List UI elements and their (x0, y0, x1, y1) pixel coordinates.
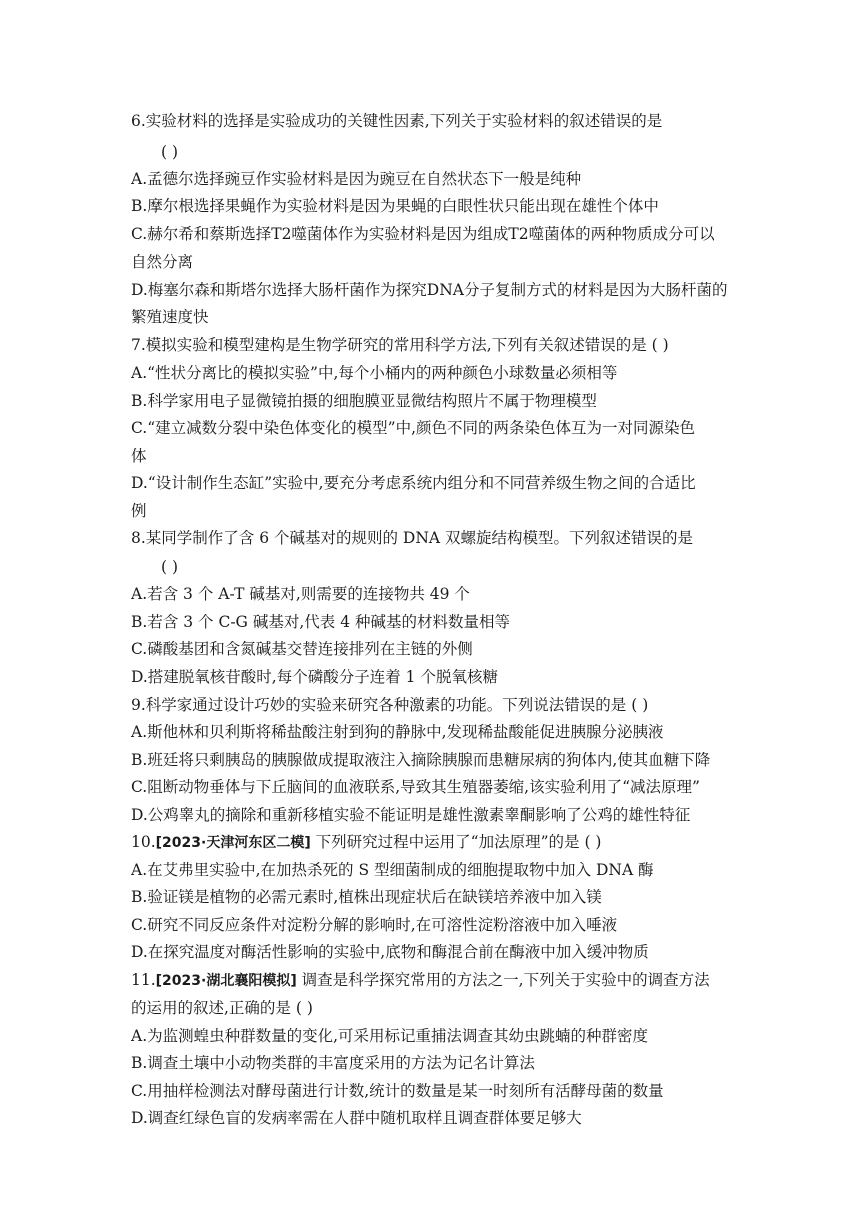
q8-option-d: D.搭建脱氧核苷酸时,每个磷酸分子连着 1 个脱氧核糖 (131, 668, 498, 686)
q11-stem-cont: 的运用的叙述,正确的是 ( ) (131, 999, 313, 1017)
q7-option-d-cont: 例 (131, 502, 147, 520)
q11-stem (131, 970, 741, 991)
q10-option-c: C.研究不同反应条件对淀粉分解的影响时,在可溶性淀粉溶液中加入唾液 (131, 916, 618, 934)
q11-stem-text: 调查是科学探究常用的方法之一,下列关于实验中的调查方法 (296, 971, 710, 989)
q10-stem-text: 下列研究过程中运用了“加法原理”的是 ( ) (310, 833, 602, 851)
q7-option-b: B.科学家用电子显微镜拍摄的细胞膜亚显微结构照片不属于物理模型 (131, 392, 597, 410)
q10-option-b: B.验证镁是植物的必需元素时,植株出现症状后在缺镁培养液中加入镁 (131, 888, 602, 906)
q11-option-d: D.调查红绿色盲的发病率需在人群中随机取样且调查群体要足够大 (131, 1109, 582, 1127)
q6-option-d: D.梅塞尔森和斯塔尔选择大肠杆菌作为探究DNA分子复制方式的材料是因为大肠杆菌的 (131, 281, 728, 299)
q9-option-a: A.斯他林和贝利斯将稀盐酸注射到狗的静脉中,发现稀盐酸能促进胰腺分泌胰液 (131, 723, 664, 741)
q7-option-c: C.“建立减数分裂中染色体变化的模型”中,颜色不同的两条染色体互为一对同源染色 (131, 419, 696, 437)
q8-stem: 8.某同学制作了含 6 个碱基对的规则的 DNA 双螺旋结构模型。下列叙述错误的是 (131, 529, 694, 547)
q10-option-d: D.在探究温度对酶活性影响的实验中,底物和酶混合前在酶液中加入缓冲物质 (131, 943, 649, 961)
q8-option-c: C.磷酸基团和含氮碱基交替连接排列在主链的外侧 (131, 640, 473, 658)
q7-option-c-cont: 体 (131, 447, 147, 465)
q10-option-a: A.在艾弗里实验中,在加热杀死的 S 型细菌制成的细胞提取物中加入 DNA 酶 (131, 861, 654, 879)
q9-option-d: D.公鸡睾丸的摘除和重新移植实验不能证明是雄性激素睾酮影响了公鸡的雄性特征 (131, 806, 691, 824)
q11-option-c: C.用抽样检测法对酵母菌进行计数,统计的数量是某一时刻所有活酵母菌的数量 (131, 1082, 664, 1100)
q7-stem: 7.模拟实验和模型建构是生物学研究的常用科学方法,下列有关叙述错误的是 ( ) (131, 336, 669, 354)
q7-option-d: D.“设计制作生态缸”实验中,要充分考虑系统内组分和不同营养级生物之间的合适比 (131, 474, 696, 492)
q8-answer-blank: ( ) (161, 558, 179, 576)
q11-number: 11. (131, 971, 156, 989)
q8-option-a: A.若含 3 个 A-T 碱基对,则需要的连接物共 49 个 (131, 585, 470, 603)
q6-answer-blank: ( ) (161, 143, 179, 161)
q10-number: 10. (131, 833, 156, 851)
q10-stem (131, 832, 741, 853)
q6-option-c: C.赫尔希和蔡斯选择T2噬菌体作为实验材料是因为组成T2噬菌体的两种物质成分可以 (131, 225, 715, 243)
q9-option-c: C.阻断动物垂体与下丘脑间的血液联系,导致其生殖器萎缩,该实验利用了“减法原理” (131, 778, 700, 796)
q6-option-b: B.摩尔根选择果蝇作为实验材料是因为果蝇的白眼性状只能出现在雄性个体中 (131, 197, 659, 215)
q6-stem: 6.实验材料的选择是实验成功的关键性因素,下列关于实验材料的叙述错误的是 (131, 112, 663, 130)
q11-option-b: B.调查土壤中小动物类群的丰富度采用的方法为记名计算法 (131, 1054, 535, 1072)
q9-stem: 9.科学家通过设计巧妙的实验来研究各种激素的功能。下列说法错误的是 ( ) (131, 696, 649, 714)
q11-option-a: A.为监测蝗虫种群数量的变化,可采用标记重捕法调查其幼虫跳蝻的种群密度 (131, 1027, 649, 1045)
q6-option-c-cont: 自然分离 (131, 253, 194, 271)
q10-source-tag: [2023·天津河东区二模] (155, 835, 311, 851)
q6-option-a: A.孟德尔选择豌豆作实验材料是因为豌豆在自然状态下一般是纯种 (131, 170, 582, 188)
q9-option-b: B.班廷将只剩胰岛的胰腺做成提取液注入摘除胰腺而患糖尿病的狗体内,使其血糖下降 (131, 751, 711, 769)
q7-option-a: A.“性状分离比的模拟实验”中,每个小桶内的两种颜色小球数量必须相等 (131, 364, 618, 382)
q6-option-d-cont: 繁殖速度快 (131, 308, 209, 326)
q11-source-tag: [2023·湖北襄阳模拟] (155, 973, 297, 989)
q8-option-b: B.若含 3 个 C-G 碱基对,代表 4 种碱基的材料数量相等 (131, 613, 511, 631)
